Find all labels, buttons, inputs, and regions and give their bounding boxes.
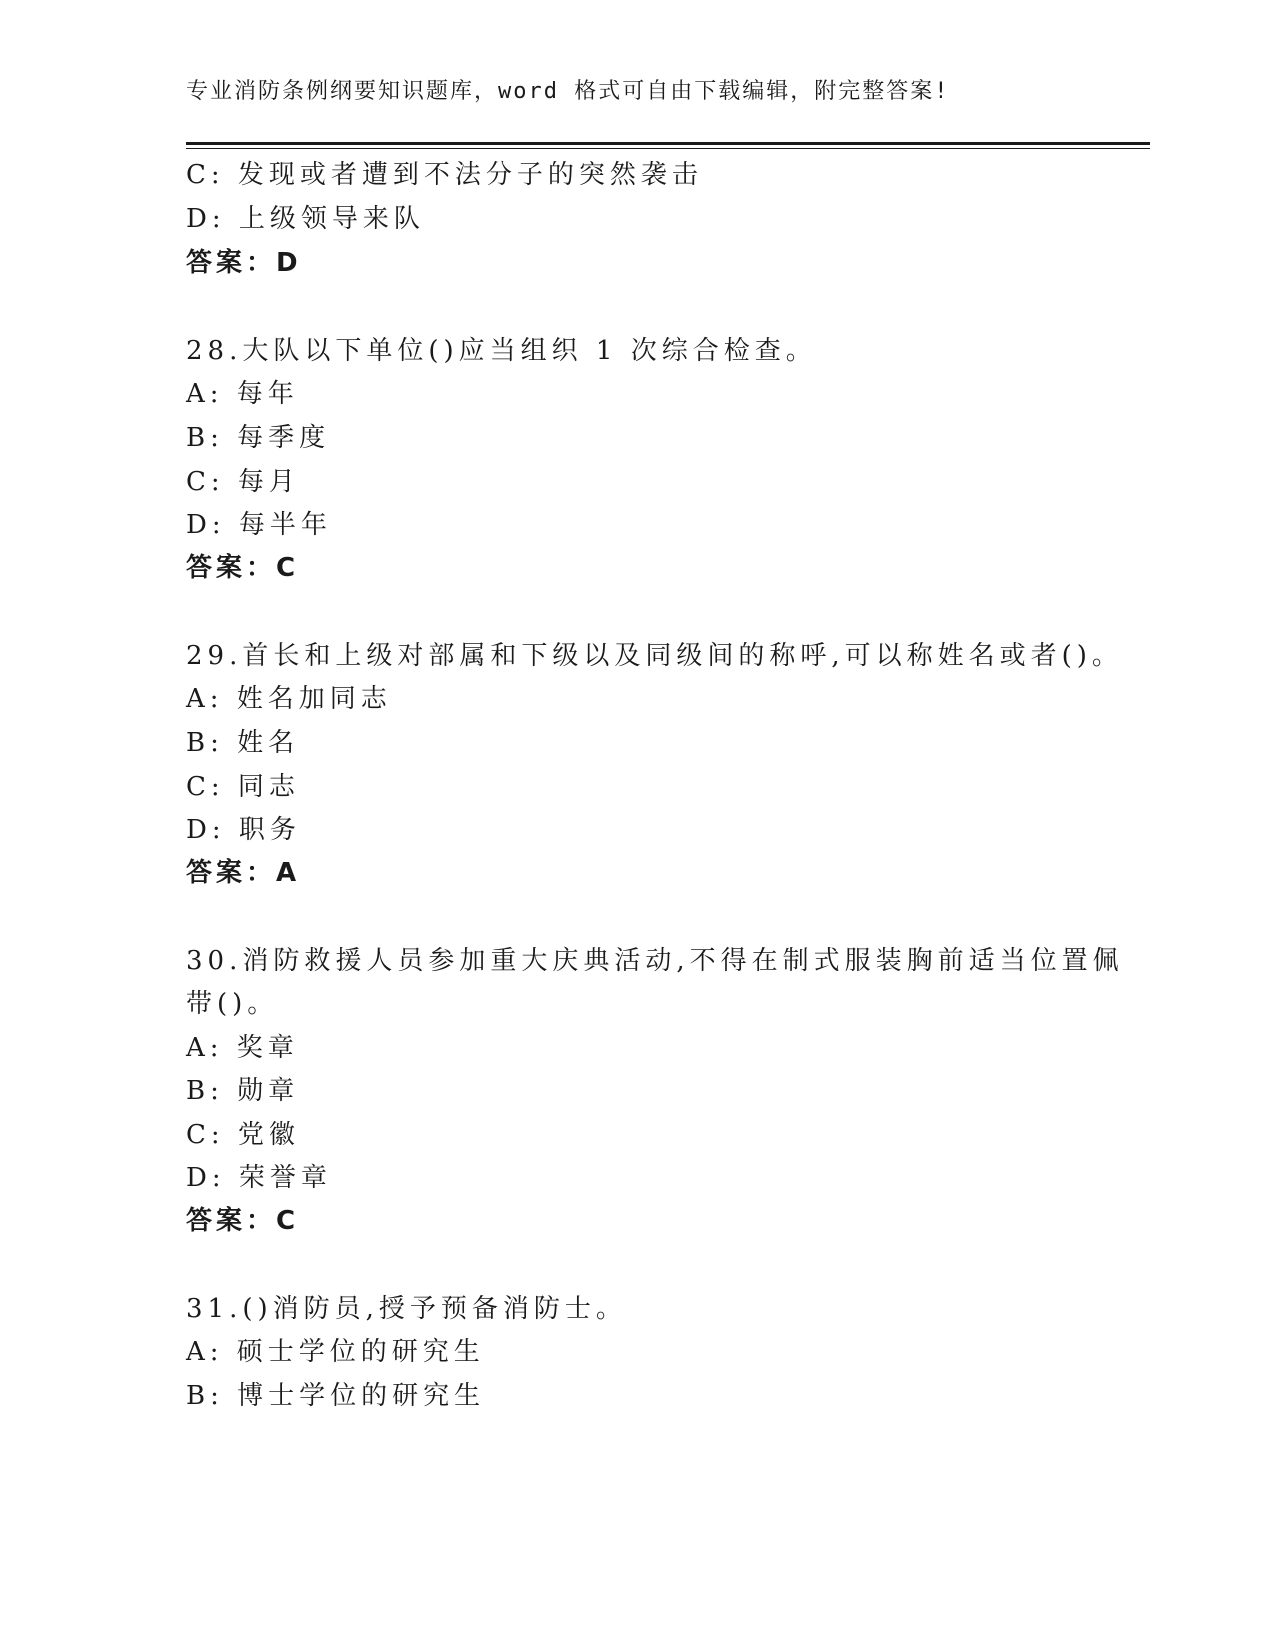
option-d: D: 职务 bbox=[186, 815, 301, 845]
question-stem: 29.首长和上级对部属和下级以及同级间的称呼,可以称姓名或者()。 bbox=[186, 641, 1123, 671]
question-stem-continued: 带()。 bbox=[186, 989, 279, 1019]
question-stem: 30.消防救援人员参加重大庆典活动,不得在制式服装胸前适当位置佩 bbox=[186, 946, 1124, 976]
option-b: B: 姓名 bbox=[186, 728, 300, 758]
question-stem: 31.()消防员,授予预备消防士。 bbox=[186, 1294, 627, 1324]
option-c: C: 每月 bbox=[186, 467, 300, 497]
answer: 答案：C bbox=[186, 553, 300, 583]
option-d: D: 上级领导来队 bbox=[186, 204, 425, 234]
answer: 答案：A bbox=[186, 858, 301, 888]
option-d: D: 每半年 bbox=[186, 510, 332, 540]
option-b: B: 勋章 bbox=[186, 1076, 300, 1106]
option-a: A: 硕士学位的研究生 bbox=[186, 1337, 485, 1367]
option-d: D: 荣誉章 bbox=[186, 1163, 332, 1193]
answer: 答案：C bbox=[186, 1206, 300, 1236]
option-c: C: 党徽 bbox=[186, 1120, 300, 1150]
option-b: B: 博士学位的研究生 bbox=[186, 1381, 486, 1411]
header-rule-thick bbox=[186, 142, 1150, 145]
page-header: 专业消防条例纲要知识题库，word 格式可自由下载编辑，附完整答案! bbox=[186, 79, 950, 104]
option-b: B: 每季度 bbox=[186, 423, 331, 453]
option-c: C: 发现或者遭到不法分子的突然袭击 bbox=[186, 160, 703, 190]
question-stem: 28.大队以下单位()应当组织 1 次综合检查。 bbox=[186, 336, 817, 366]
option-a: A: 奖章 bbox=[186, 1033, 299, 1063]
option-c: C: 同志 bbox=[186, 772, 300, 802]
option-a: A: 姓名加同志 bbox=[186, 684, 392, 714]
option-a: A: 每年 bbox=[186, 379, 299, 409]
answer: 答案：D bbox=[186, 248, 302, 278]
header-rule-thin bbox=[186, 148, 1150, 149]
